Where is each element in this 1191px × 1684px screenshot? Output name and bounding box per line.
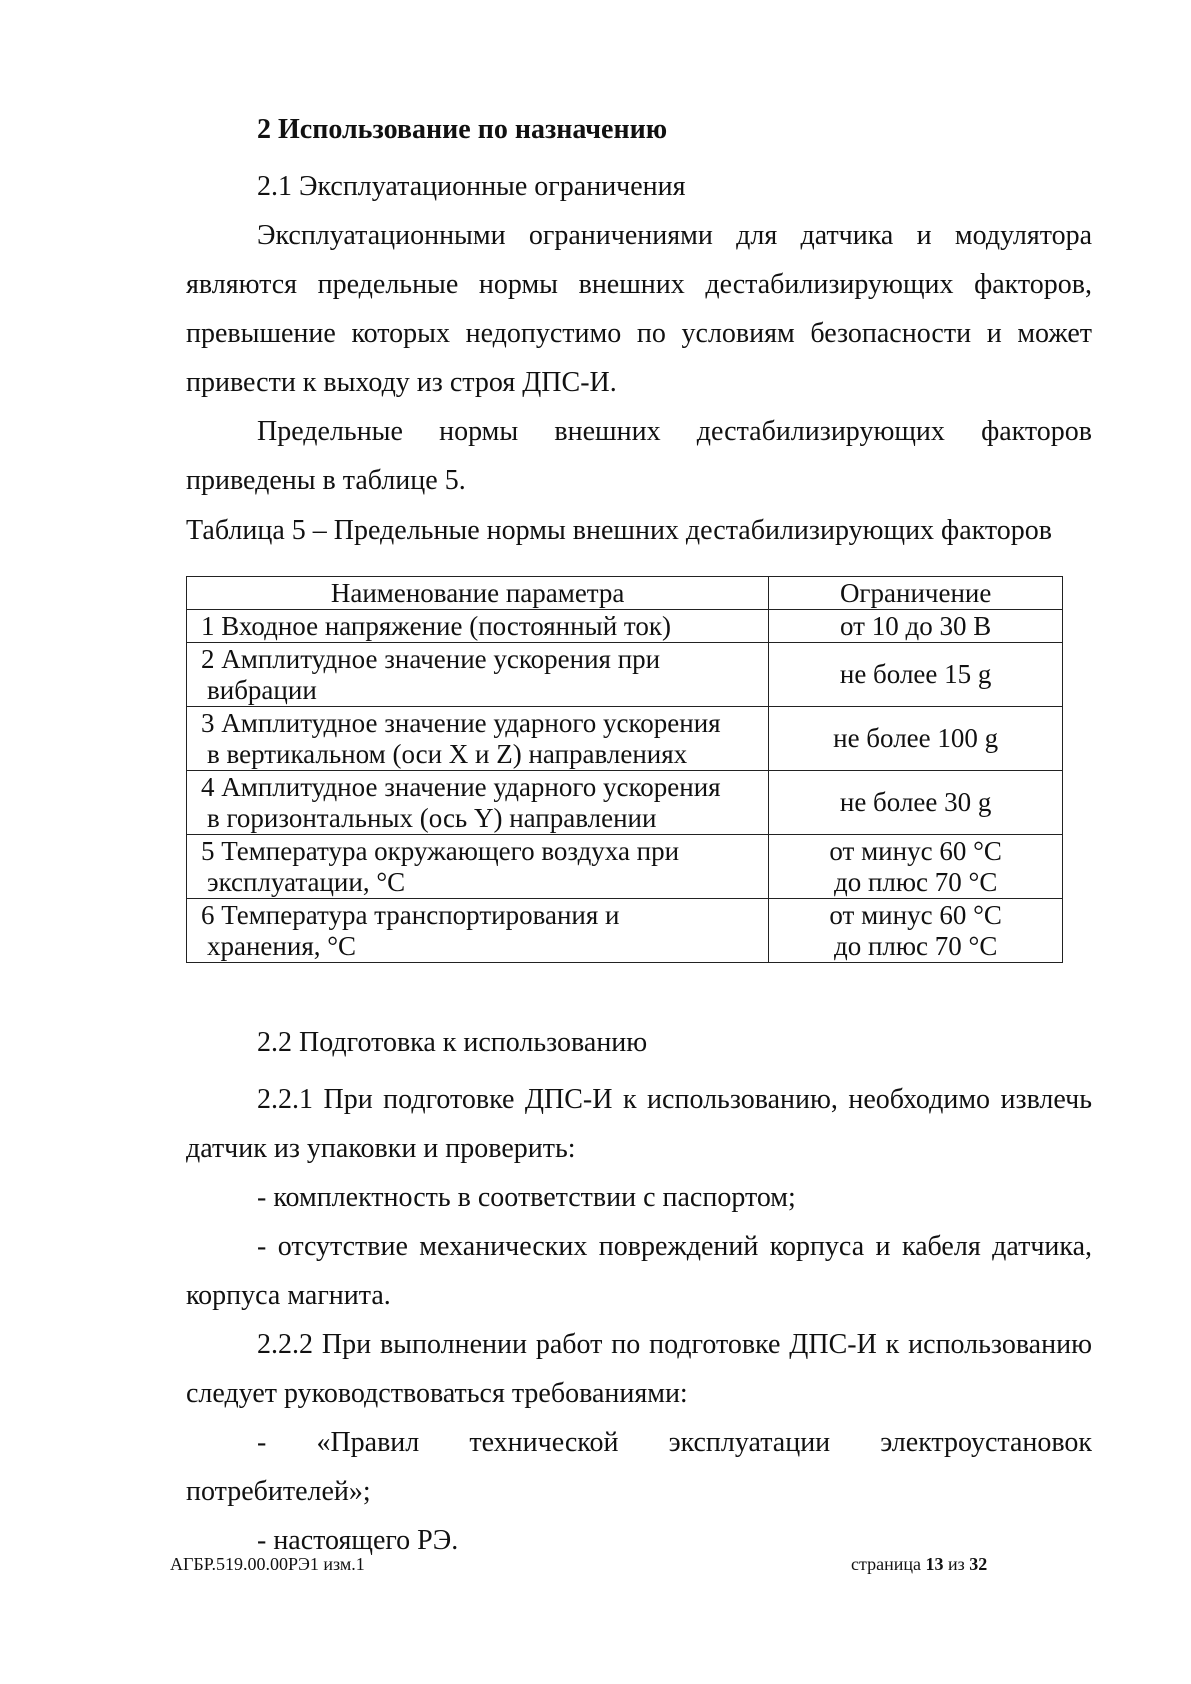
list-item: - отсутствие механических повреждений корпуса и кабеля датчика,: [257, 1231, 1092, 1262]
page-total: 32: [969, 1554, 988, 1574]
header-parameter-name: Наименование параметра: [187, 577, 769, 610]
cell-line: от минус 60 °С: [829, 835, 1002, 866]
table-row: [187, 771, 1063, 835]
paragraph-line: следует руководствоваться требованиями:: [186, 1378, 688, 1409]
subsection-2-1-title: 2.1 Эксплуатационные ограничения: [257, 171, 686, 202]
cell-line: до плюс 70 °С: [833, 866, 998, 897]
parameter-cell: [187, 610, 769, 643]
paragraph-line: датчик из упаковки и проверить:: [186, 1133, 576, 1164]
page-word: страница: [851, 1554, 921, 1574]
cell-line: не более 15 g: [839, 659, 992, 689]
cell-line: не более 100 g: [833, 723, 999, 753]
paragraph-line: Предельные нормы внешних дестабилизирующих факторов: [257, 416, 1092, 447]
cell-line: 5 Температура окружающего воздуха при: [201, 835, 680, 866]
table-row: [187, 707, 1063, 771]
paragraph-line: корпуса магнита.: [186, 1280, 391, 1311]
subsection-2-2-title: 2.2 Подготовка к использованию: [257, 1027, 648, 1058]
cell-line: от 10 до 30 В: [840, 610, 992, 641]
limit-cell: [769, 835, 1063, 899]
parameter-cell: [187, 835, 769, 899]
cell-line: 3 Амплитудное значение ударного ускорения: [201, 707, 721, 738]
table-row: [187, 835, 1063, 899]
limit-cell: [769, 899, 1063, 963]
cell-line: 4 Амплитудное значение ударного ускорения: [201, 771, 721, 802]
parameter-cell: [187, 707, 769, 771]
table-row: [187, 643, 1063, 707]
of-word: из: [947, 1554, 965, 1574]
list-item: - настоящего РЭ.: [257, 1525, 459, 1556]
paragraph-line: превышение которых недопустимо по условиям безопасности и может: [186, 318, 1092, 349]
parameter-cell: [187, 771, 769, 835]
table-caption: Таблица 5 – Предельные нормы внешних дестабилизирующих факторов: [186, 515, 1052, 546]
limit-cell: [769, 610, 1063, 643]
page-counter: [851, 1554, 987, 1574]
table-row: [187, 899, 1063, 963]
limits-table: [186, 576, 1063, 963]
paragraph-line: являются предельные нормы внешних дестабилизирующих факторов,: [186, 269, 1092, 300]
cell-line: хранения, °С: [207, 930, 357, 961]
table-header-row: [187, 577, 1063, 610]
header-limit: Ограничение: [769, 577, 1063, 610]
cell-line: 6 Температура транспортирования и: [201, 899, 620, 930]
parameter-cell: [187, 899, 769, 963]
paragraph-line: потребителей»;: [186, 1476, 371, 1507]
cell-line: 1 Входное напряжение (постоянный ток): [201, 610, 671, 641]
section-heading: 2 Использование по назначению: [257, 114, 668, 145]
limit-cell: [769, 707, 1063, 771]
cell-line: в вертикальном (оси X и Z) направлениях: [207, 738, 688, 769]
paragraph-line: привести к выходу из строя ДПС-И.: [186, 367, 617, 398]
document-code: АГБР.519.00.00РЭ1 изм.1: [170, 1554, 365, 1574]
paragraph-line: Эксплуатационными ограничениями для датчика и модулятора: [257, 220, 1092, 251]
cell-line: вибрации: [207, 674, 317, 705]
cell-line: в горизонтальных (ось Y) направлении: [207, 802, 657, 833]
list-item: - комплектность в соответствии с паспортом;: [257, 1182, 796, 1213]
cell-line: от минус 60 °С: [829, 899, 1002, 930]
cell-line: не более 30 g: [839, 787, 992, 817]
paragraph-line: приведены в таблице 5.: [186, 465, 466, 496]
cell-line: 2 Амплитудное значение ускорения при: [201, 643, 661, 674]
parameter-cell: [187, 643, 769, 707]
list-item: - «Правил технической эксплуатации электроустановок: [257, 1427, 1092, 1458]
limit-cell: [769, 643, 1063, 707]
paragraph-line: 2.2.2 При выполнении работ по подготовке ДПС-И к использованию: [257, 1329, 1092, 1360]
cell-line: эксплуатации, °С: [207, 866, 406, 897]
table-row: [187, 610, 1063, 643]
cell-line: до плюс 70 °С: [833, 930, 998, 961]
limit-cell: [769, 771, 1063, 835]
paragraph-line: 2.2.1 При подготовке ДПС-И к использованию, необходимо извлечь: [257, 1084, 1092, 1115]
page-number: 13: [925, 1554, 944, 1574]
